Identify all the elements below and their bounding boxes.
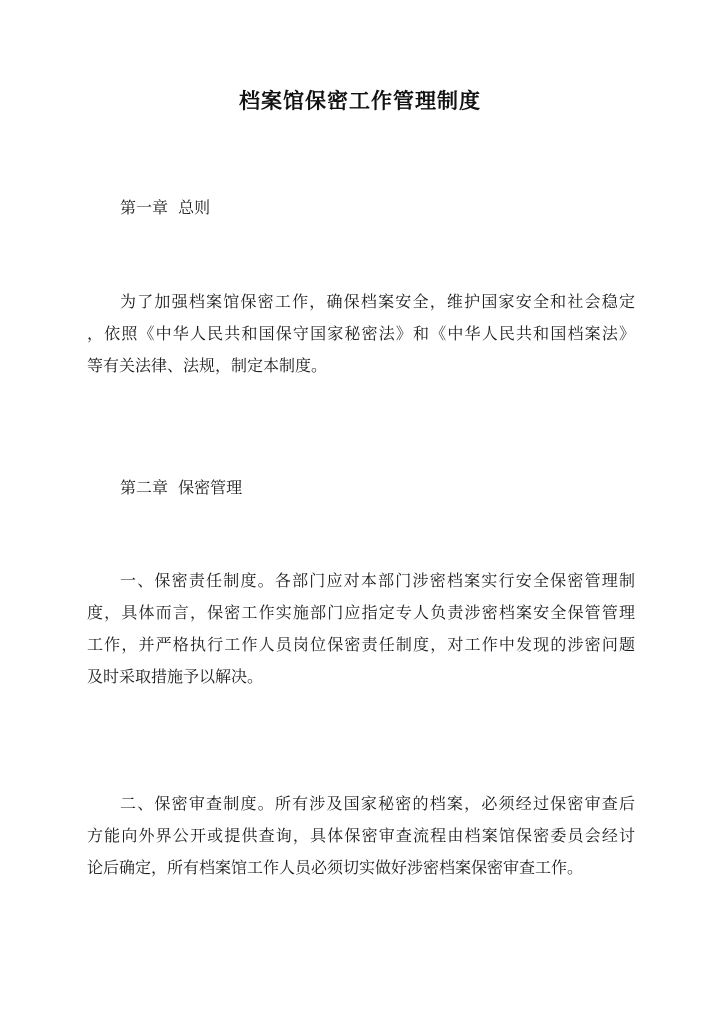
- paragraph-line: 方能向外界公开或提供查询，具体保密审查流程由档案馆保密委员会经讨: [87, 826, 635, 845]
- document-title: 档案馆保密工作管理制度: [239, 88, 481, 113]
- paragraph-line: 工作，并严格执行工作人员岗位保密责任制度，对工作中发现的涉密问题: [87, 635, 635, 654]
- paragraph-line: 为了加强档案馆保密工作，确保档案安全，维护国家安全和社会稳定: [120, 292, 635, 311]
- chapter-2-section-2: [87, 788, 635, 884]
- chapter-1-paragraph: [87, 286, 635, 382]
- paragraph-line: 等有关法律、法规，制定本制度。: [87, 356, 328, 375]
- chapter-2-heading: 第二章 保密管理: [120, 478, 243, 497]
- chapter-2-section-1: [87, 565, 635, 693]
- paragraph-line: 度，具体而言，保密工作实施部门应指定专人负责涉密档案安全保管管理: [87, 603, 635, 622]
- chapter-1-heading: 第一章 总则: [120, 198, 211, 217]
- paragraph-line: 论后确定，所有档案馆工作人员必须切实做好涉密档案保密审查工作。: [87, 858, 584, 877]
- paragraph-line: 一、保密责任制度。各部门应对本部门涉密档案实行安全保密管理制: [120, 571, 635, 590]
- paragraph-line: 二、保密审查制度。所有涉及国家秘密的档案，必须经过保密审查后: [120, 794, 635, 813]
- paragraph-line: ，依照《中华人民共和国保守国家秘密法》和《中华人民共和国档案法》: [87, 324, 635, 343]
- paragraph-line: 及时采取措施予以解决。: [87, 667, 264, 686]
